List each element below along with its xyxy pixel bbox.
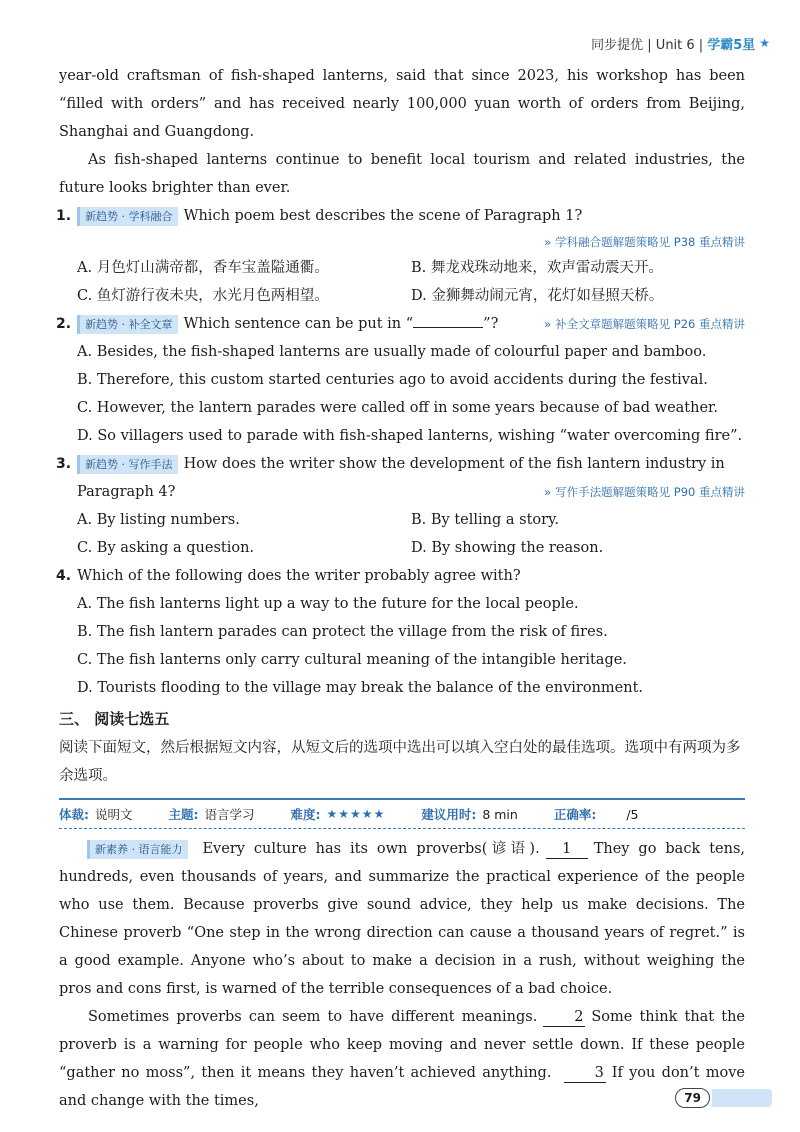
- option-a[interactable]: A. By listing numbers.: [77, 512, 240, 528]
- accuracy-value: /5: [626, 806, 639, 822]
- passage-paragraph: As fish-shaped lanterns continue to benefit local tourism and related industries, the future looks brighter than ever.: [59, 152, 745, 196]
- question-tag: 新趋势 · 补全文章: [77, 315, 178, 334]
- option-row: [59, 534, 745, 562]
- section-title: 三、 阅读七选五: [59, 710, 170, 728]
- option-d[interactable]: D. So villagers used to parade with fish-shaped lanterns, wishing “water overcoming fire”.: [77, 428, 743, 444]
- star-icon: ★: [759, 36, 770, 50]
- double-arrow-icon: »: [544, 485, 552, 499]
- question-number: 3.: [56, 456, 72, 472]
- option-row: [59, 282, 745, 310]
- option-a[interactable]: A. 月色灯山满帝都，香车宝盖隘通衢。: [77, 260, 329, 276]
- double-arrow-icon: »: [544, 317, 552, 331]
- genre-value: 说明文: [95, 807, 133, 822]
- difficulty-stars-icon: ★★★★★: [326, 807, 386, 821]
- answer-blank-1[interactable]: 1: [546, 840, 588, 859]
- option-row: [59, 254, 745, 282]
- info-bar: 体裁: 说明文 主题: 语言学习 难度: ★★★★★ 建议用时: 8 min 正确率: /5: [59, 798, 745, 829]
- time-value: 8 min: [482, 806, 518, 822]
- page-number-bar: [712, 1089, 772, 1107]
- question-number: 1.: [56, 208, 72, 224]
- question-1: [56, 202, 745, 230]
- option-b[interactable]: B. The fish lantern parades can protect the village from the risk of fires.: [77, 624, 608, 640]
- option-d[interactable]: D. 金狮舞动闹元宵，花灯如昼照天桥。: [411, 288, 664, 304]
- strategy-hint: » 补全文章题解题策略见 P26 重点精讲: [544, 317, 745, 331]
- question-4: [56, 562, 745, 590]
- passage-paragraph: Sometimes proverbs can seem to have different meanings. 2 Some think that the proverb is a warning for people who keep moving and never settle down. If these people “gather no moss”, then it means they haven’t achieved anything. 3 If you don’t move and change with the times,: [59, 1009, 745, 1109]
- answer-blank-3[interactable]: 3: [564, 1064, 606, 1083]
- option-c[interactable]: C. The fish lanterns only carry cultural meaning of the intangible heritage.: [77, 652, 627, 668]
- option-c[interactable]: C. By asking a question.: [77, 540, 255, 556]
- page-header: [591, 32, 770, 54]
- option-a[interactable]: A. The fish lanterns light up a way to the future for the local people.: [77, 596, 579, 612]
- header-text: 同步提优 | Unit 6 |: [591, 37, 704, 53]
- question-3-cont: [56, 478, 745, 506]
- brand-logo: 学霸5星: [707, 37, 756, 53]
- question-number: 2.: [56, 316, 72, 332]
- option-a[interactable]: A. Besides, the fish-shaped lanterns are usually made of colourful paper and bamboo.: [77, 344, 707, 360]
- question-text: How does the writer show the development of the fish lantern industry in: [183, 456, 725, 472]
- section-instructions: 阅读下面短文，然后根据短文内容，从短文后的选项中选出可以填入空白处的最佳选项。选项中有两项为多余选项。: [59, 740, 741, 784]
- option-b[interactable]: B. 舞龙戏珠动地来，欢声雷动震天开。: [411, 260, 663, 276]
- question-text: Which poem best describes the scene of Paragraph 1?: [183, 208, 583, 224]
- page-body: [56, 62, 745, 1115]
- question-2: 2. 新趋势 · 补全文章 Which sentence can be put in “ ”? » 补全文章题解题策略见 P26 重点精讲: [56, 310, 745, 338]
- answer-blank[interactable]: [413, 313, 483, 328]
- passage-tag: 新素养 · 语言能力: [87, 840, 188, 859]
- strategy-hint: » 学科融合题解题策略见 P38 重点精讲: [544, 235, 745, 249]
- double-arrow-icon: »: [544, 235, 552, 249]
- option-d[interactable]: D. By showing the reason.: [411, 540, 604, 556]
- option-row: [59, 506, 745, 534]
- option-d[interactable]: D. Tourists flooding to the village may break the balance of the environment.: [77, 680, 644, 696]
- question-3: [56, 450, 745, 478]
- question-text: Which of the following does the writer probably agree with?: [77, 568, 521, 584]
- option-b[interactable]: B. Therefore, this custom started centuries ago to avoid accidents during the festival.: [77, 372, 708, 388]
- question-tag: 新趋势 · 写作手法: [77, 455, 178, 474]
- question-text: Paragraph 4?: [77, 484, 176, 500]
- page-number: 79: [675, 1088, 772, 1108]
- question-tag: 新趋势 · 学科融合: [77, 207, 178, 226]
- question-text: Which sentence can be put in “: [183, 316, 414, 332]
- topic-value: 语言学习: [204, 807, 255, 822]
- strategy-hint: » 写作手法题解题策略见 P90 重点精讲: [544, 485, 745, 499]
- option-c[interactable]: C. However, the lantern parades were called off in some years because of bad weather.: [77, 400, 718, 416]
- option-c[interactable]: C. 鱼灯游行夜未央，水光月色两相望。: [77, 288, 329, 304]
- passage-paragraph: 新素养 · 语言能力 Every culture has its own proverbs(谚语). 1 They go back tens, hundreds, even thousands of years, and summarize the practical experience of the people who use them. Because proverbs give sound advice, they help us make decisions. The Chinese proverb “One step in the wrong direction can cause a thousand years of regret.” is a good example. Anyone who’s about to make a decision in a rush, without weighing the pros and cons first, is warned of the terrible consequences of a bad choice.: [59, 841, 745, 997]
- passage-paragraph: year-old craftsman of fish-shaped lanterns, said that since 2023, his workshop has been “filled with orders” and has received nearly 100,000 yuan worth of orders from Beijing, Shanghai and Guangdong.: [59, 68, 745, 140]
- answer-blank-2[interactable]: 2: [543, 1008, 585, 1027]
- question-number: 4.: [56, 568, 72, 584]
- option-b[interactable]: B. By telling a story.: [411, 512, 559, 528]
